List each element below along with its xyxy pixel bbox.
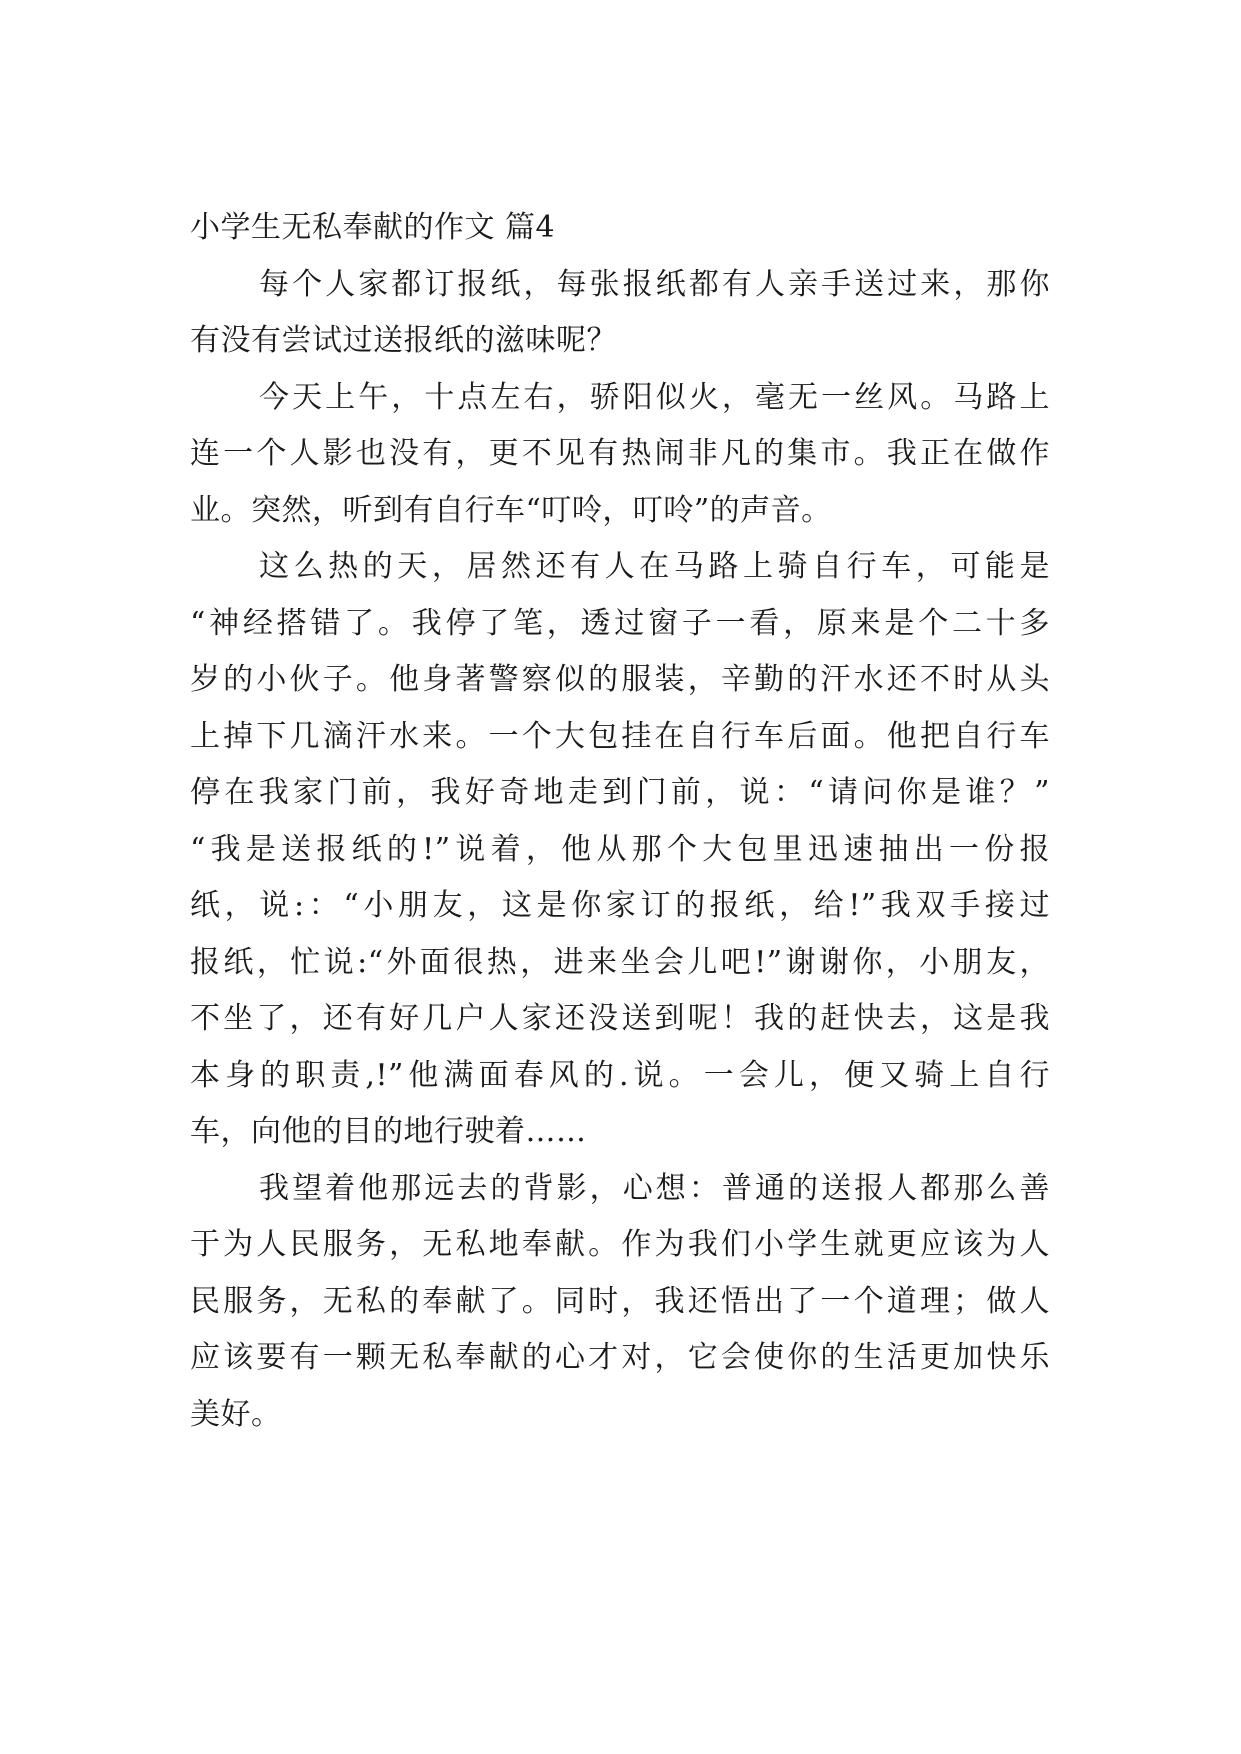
paragraph-line: 车，向他的目的地行驶着……	[190, 1114, 587, 1149]
paragraph-line: 今天上午，十点左右，骄阳似火，毫无一丝风。马路上	[259, 379, 1050, 415]
paragraph-line: 民服务，无私的奉献了。同时，我还悟出了一个道理；做人	[190, 1283, 1050, 1319]
paragraph-line: 岁的小伙子。他身著警察似的服装，辛勤的汗水还不时从头	[190, 662, 1050, 697]
paragraph-line: 于为人民服务，无私地奉献。作为我们小学生就更应该为人	[190, 1227, 1050, 1262]
paragraph-line: 美好。	[190, 1396, 282, 1432]
paragraph-line: 停在我家门前，我好奇地走到门前，说：“请问你是谁？”	[190, 775, 1050, 810]
paragraph-line: 有没有尝试过送报纸的滋味呢？	[190, 323, 617, 358]
paragraph-3	[190, 539, 1050, 1161]
paragraph-line: 不坐了，还有好几户人家还没送到呢！我的赶快去，这是我	[190, 1001, 1050, 1036]
paragraph-line: 我望着他那远去的背影，心想：普通的送报人都那么善	[259, 1170, 1050, 1206]
paragraph-line: 应该要有一颗无私奉献的心才对，它会使你的生活更加快乐	[190, 1340, 1050, 1375]
paragraph-line: 这么热的天，居然还有人在马路上骑自行车，可能是	[259, 549, 1050, 584]
paragraph-line: 业。突然，听到有自行车“叮呤，叮呤”的声音。	[190, 492, 832, 528]
document-heading: 小学生无私奉献的作文 篇4	[190, 210, 556, 245]
paragraph-line: 连一个人影也没有，更不见有热闹非凡的集市。我正在做作	[190, 436, 1050, 471]
paragraph-line: “我是送报纸的!”说着，他从那个大包里迅速抽出一份报	[190, 831, 1050, 867]
paragraph-line: 每个人家都订报纸，每张报纸都有人亲手送过来，那你	[259, 266, 1050, 302]
paragraph-line: 纸，说:：“小朋友，这是你家订的报纸，给!”我双手接过	[190, 888, 1050, 923]
paragraph-2	[190, 370, 1050, 540]
paragraph-line: 上掉下几滴汗水来。一个大包挂在自行车后面。他把自行车	[190, 718, 1050, 754]
paragraph-line: 报纸，忙说:“外面很热，进来坐会儿吧!”谢谢你，小朋友，	[190, 944, 1050, 980]
paragraph-line: “神经搭错了。我停了笔，透过窗子一看，原来是个二十多	[190, 605, 1050, 641]
document-body	[190, 200, 1050, 1443]
paragraph-1	[190, 257, 1050, 370]
paragraph-line: 本身的职责,!”他满面春风的.说。一会儿，便又骑上自行	[190, 1057, 1050, 1093]
paragraph-4	[190, 1161, 1050, 1444]
